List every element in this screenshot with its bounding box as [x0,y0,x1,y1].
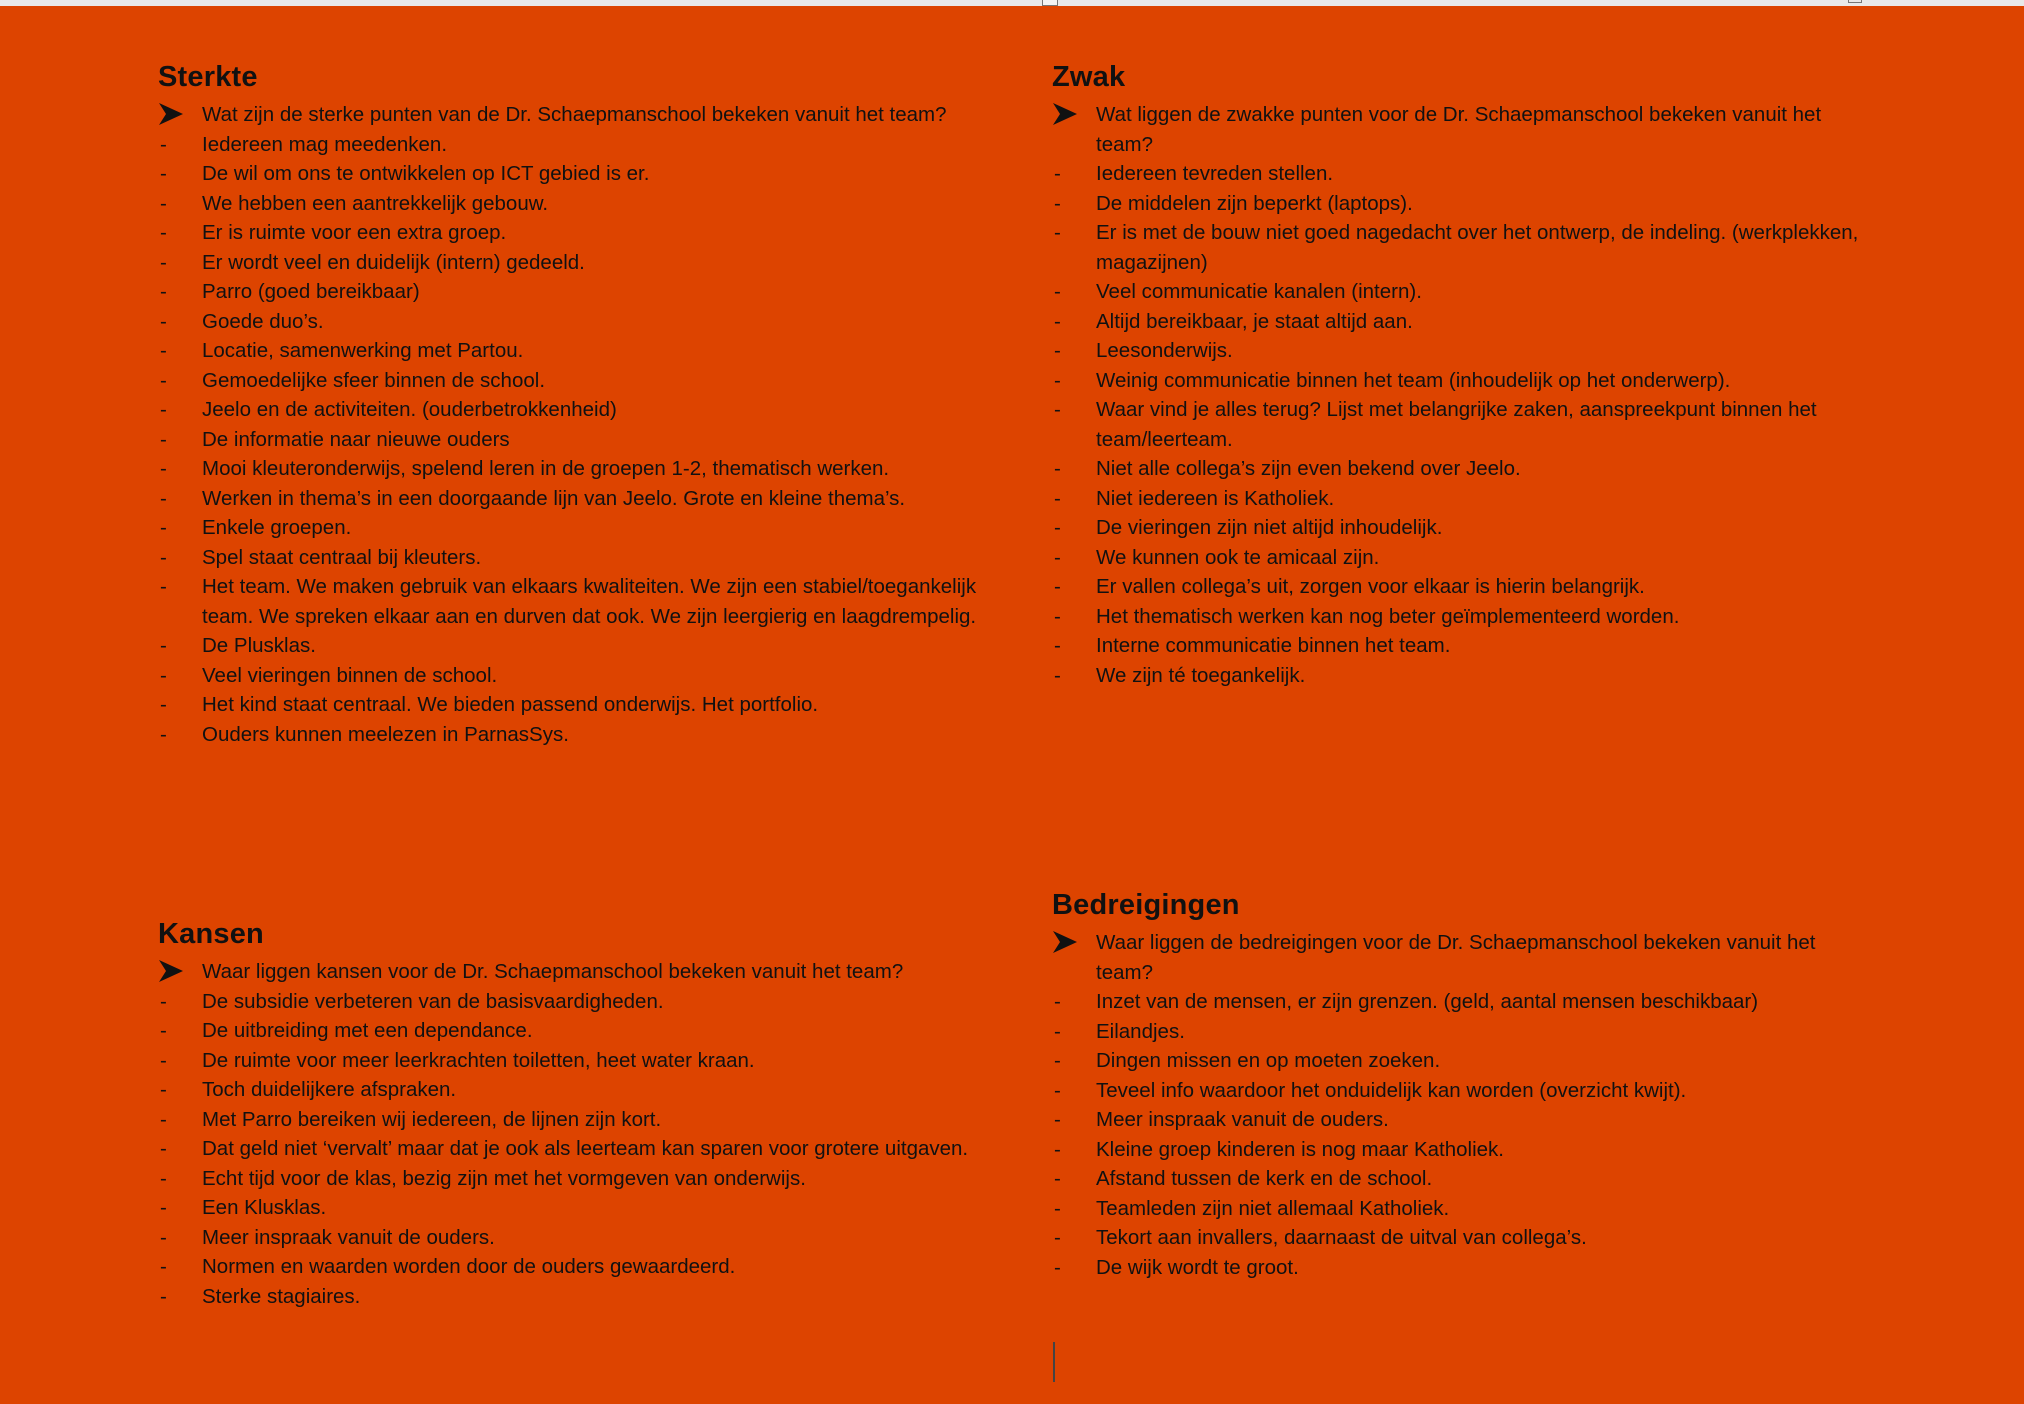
item-text: De middelen zijn beperkt (laptops). [1096,191,1413,215]
item-text: Kleine groep kinderen is nog maar Katholiek. [1096,1137,1504,1161]
dash-bullet: - [160,1107,167,1131]
list-item [1052,1046,1872,1076]
ruler-right-marker[interactable] [1848,0,1862,3]
dash-bullet: - [1054,398,1061,421]
item-text: Parro (goed bereikbaar) [202,280,420,303]
list-item [1052,277,1872,307]
item-list [1052,159,1872,690]
dash-bullet: - [160,1255,167,1278]
item-text: Sterke stagiaires. [202,1284,361,1308]
list-item [1052,631,1872,661]
item-text: Het team. We maken gebruik van elkaars kwaliteiten. We zijn een stabiel/toegankelijk team. We spreken elkaar aan en durven dat ook. We zijn leergierig en laagdrempelig. [202,575,977,628]
arrow-bullet-icon [158,959,184,983]
list-item [158,1164,978,1194]
item-text: De subsidie verbeteren van de basisvaardigheden. [202,989,664,1013]
list-item [1052,1253,1872,1283]
question-text: Wat liggen de zwakke punten voor de Dr. Schaepmanschool bekeken vanuit het team? [1096,103,1822,156]
item-text: Toch duidelijkere afspraken. [202,1078,457,1101]
list-item [1052,1076,1872,1106]
item-text: Er is met de bouw niet goed nagedacht over het ontwerp, de indeling. (werkplekken, magazijnen) [1096,221,1859,274]
list-item [158,1252,978,1282]
dash-bullet: - [1054,575,1061,598]
list-item [158,130,978,160]
list-item [1052,454,1872,484]
dash-bullet: - [1054,1167,1061,1190]
item-text: Jeelo en de activiteiten. (ouderbetrokkenheid) [202,398,617,421]
list-item [158,248,978,278]
item-text: We zijn té toegankelijk. [1096,663,1306,687]
list-item [158,1105,978,1135]
section-title: Zwak [1052,61,1126,93]
list-item [1052,572,1872,602]
dash-bullet: - [160,339,167,362]
text-cursor [1053,1342,1055,1382]
section-question [158,100,978,130]
dash-bullet: - [160,398,167,421]
dash-bullet: - [160,1166,167,1190]
item-text: Teamleden zijn niet allemaal Katholiek. [1096,1196,1450,1220]
dash-bullet: - [160,1284,167,1308]
dash-bullet: - [160,280,167,303]
item-text: Enkele groepen. [202,516,352,539]
list-item [1052,189,1872,219]
dash-bullet: - [1054,1019,1061,1043]
list-item [1052,1135,1872,1165]
section-bedreigingen [1052,886,1872,1282]
item-text: Eilandjes. [1096,1019,1185,1043]
section-question [158,957,978,987]
list-item [158,1016,978,1046]
list-item [1052,513,1872,543]
dash-bullet: - [1054,1049,1061,1072]
list-item [158,307,978,337]
dash-bullet: - [1054,457,1061,480]
ruler-bar [0,0,2024,6]
list-item [158,159,978,189]
item-text: De Plusklas. [202,634,316,657]
item-text: Meer inspraak vanuit de ouders. [202,1225,495,1249]
dash-bullet: - [160,132,167,156]
item-text: Veel communicatie kanalen (intern). [1096,280,1422,303]
item-text: Met Parro bereiken wij iedereen, de lijnen zijn kort. [202,1107,662,1131]
item-text: Een Klusklas. [202,1196,327,1219]
dash-bullet: - [160,989,167,1013]
item-text: Weinig communicatie binnen het team (inhoudelijk op het onderwerp). [1096,368,1731,392]
dash-bullet: - [160,1019,167,1042]
list-item [1052,602,1872,632]
dash-bullet: - [160,1048,167,1072]
item-text: De wijk wordt te groot. [1096,1255,1299,1279]
section-sterkte [158,58,978,749]
ruler-indent-marker[interactable] [1042,0,1058,6]
dash-bullet: - [1054,663,1061,687]
item-text: Dat geld niet ‘vervalt’ maar dat je ook als leerteam kan sparen voor grotere uitgaven. [202,1137,969,1160]
item-text: Er is ruimte voor een extra groep. [202,221,507,244]
item-list [158,130,978,750]
item-text: De wil om ons te ontwikkelen op ICT gebied is er. [202,162,650,185]
list-item [158,425,978,455]
dash-bullet: - [160,427,167,451]
list-item [1052,1164,1872,1194]
item-text: Iedereen mag meedenken. [202,132,448,156]
dash-bullet: - [160,457,167,480]
item-text: Mooi kleuteronderwijs, spelend leren in de groepen 1-2, thematisch werken. [202,457,890,480]
item-text: Normen en waarden worden door de ouders gewaardeerd. [202,1255,736,1278]
item-text: Tekort aan invallers, daarnaast de uitval van collega’s. [1096,1226,1587,1249]
list-item [158,395,978,425]
item-text: Teveel info waardoor het onduidelijk kan worden (overzicht kwijt). [1096,1078,1687,1102]
dash-bullet: - [160,634,167,657]
item-text: We kunnen ook te amicaal zijn. [1096,545,1380,569]
item-text: De ruimte voor meer leerkrachten toiletten, heet water kraan. [202,1048,755,1072]
list-item [158,366,978,396]
dash-bullet: - [160,191,167,215]
list-item [158,987,978,1017]
item-text: Inzet van de mensen, er zijn grenzen. (geld, aantal mensen beschikbaar) [1096,990,1759,1013]
question-text: Waar liggen kansen voor de Dr. Schaepmanschool bekeken vanuit het team? [202,960,904,983]
list-item [1052,1194,1872,1224]
list-item [1052,661,1872,691]
item-text: Spel staat centraal bij kleuters. [202,545,482,569]
dash-bullet: - [160,1137,167,1160]
dash-bullet: - [1054,339,1061,362]
dash-bullet: - [1054,516,1061,539]
section-kansen [158,915,978,1311]
item-list [1052,987,1872,1282]
list-item [1052,1223,1872,1253]
item-text: Werken in thema’s in een doorgaande lijn van Jeelo. Grote en kleine thema’s. [202,486,906,510]
item-text: Niet alle collega’s zijn even bekend over Jeelo. [1096,457,1521,480]
dash-bullet: - [1054,1226,1061,1249]
item-text: Leesonderwijs. [1096,339,1233,362]
item-text: Er wordt veel en duidelijk (intern) gedeeld. [202,250,585,274]
arrow-bullet-icon [1052,930,1078,954]
dash-bullet: - [160,221,167,244]
list-item [158,661,978,691]
dash-bullet: - [160,309,167,333]
dash-bullet: - [1054,280,1061,303]
dash-bullet: - [160,663,167,687]
list-item [158,484,978,514]
dash-bullet: - [160,693,167,716]
section-title: Bedreigingen [1052,889,1240,921]
dash-bullet: - [1054,368,1061,392]
dash-bullet: - [160,250,167,274]
list-item [158,218,978,248]
list-item [1052,395,1872,454]
list-item [158,572,978,631]
dash-bullet: - [1054,162,1061,185]
list-item [1052,543,1872,573]
item-text: Gemoedelijke sfeer binnen de school. [202,368,546,392]
dash-bullet: - [1054,545,1061,569]
list-item [158,1046,978,1076]
dash-bullet: - [1054,1137,1061,1161]
list-item [1052,307,1872,337]
list-item [158,1075,978,1105]
dash-bullet: - [160,545,167,569]
list-item [1052,336,1872,366]
list-item [158,189,978,219]
section-title: Kansen [158,918,264,950]
list-item [1052,987,1872,1017]
list-item [158,513,978,543]
list-item [1052,159,1872,189]
dash-bullet: - [160,1196,167,1219]
item-text: Afstand tussen de kerk en de school. [1096,1167,1433,1190]
item-text: Meer inspraak vanuit de ouders. [1096,1108,1389,1131]
list-item [158,336,978,366]
dash-bullet: - [1054,221,1061,244]
list-item [158,1282,978,1312]
dash-bullet: - [1054,1078,1061,1102]
item-text: Veel vieringen binnen de school. [202,663,498,687]
list-item [1052,1105,1872,1135]
item-text: We hebben een aantrekkelijk gebouw. [202,191,549,215]
dash-bullet: - [160,368,167,392]
item-text: Locatie, samenwerking met Partou. [202,339,524,362]
list-item [1052,1017,1872,1047]
dash-bullet: - [1054,990,1061,1013]
dash-bullet: - [1054,634,1061,657]
list-item [1052,366,1872,396]
item-text: Het thematisch werken kan nog beter geïmplementeerd worden. [1096,604,1680,628]
question-text: Wat zijn de sterke punten van de Dr. Schaepmanschool bekeken vanuit het team? [202,103,947,126]
list-item [158,277,978,307]
item-text: Goede duo’s. [202,309,324,333]
list-item [158,1134,978,1164]
question-text: Waar liggen de bedreigingen voor de Dr. Schaepmanschool bekeken vanuit het team? [1096,931,1816,984]
dash-bullet: - [160,486,167,510]
item-text: Echt tijd voor de klas, bezig zijn met het vormgeven van onderwijs. [202,1166,806,1190]
section-question [1052,100,1872,159]
dash-bullet: - [1054,1196,1061,1220]
list-item [158,631,978,661]
item-text: Niet iedereen is Katholiek. [1096,486,1335,510]
list-item [1052,484,1872,514]
list-item [158,690,978,720]
list-item [158,1223,978,1253]
dash-bullet: - [160,1078,167,1101]
item-text: Dingen missen en op moeten zoeken. [1096,1049,1441,1072]
dash-bullet: - [1054,309,1061,333]
arrow-bullet-icon [1052,102,1078,126]
list-item [158,543,978,573]
item-list [158,987,978,1312]
section-title: Sterkte [158,61,258,93]
section-question [1052,928,1872,987]
item-text: Iedereen tevreden stellen. [1096,162,1334,185]
item-text: De uitbreiding met een dependance. [202,1019,533,1042]
item-text: Interne communicatie binnen het team. [1096,634,1451,657]
item-text: Er vallen collega’s uit, zorgen voor elkaar is hierin belangrijk. [1096,575,1645,598]
section-zwak [1052,58,1872,690]
item-text: De vieringen zijn niet altijd inhoudelijk. [1096,516,1443,539]
item-text: Altijd bereikbaar, je staat altijd aan. [1096,309,1413,333]
list-item [1052,218,1872,277]
dash-bullet: - [1054,486,1061,510]
dash-bullet: - [160,516,167,539]
dash-bullet: - [160,575,167,598]
dash-bullet: - [1054,191,1061,215]
list-item [158,454,978,484]
item-text: Waar vind je alles terug? Lijst met belangrijke zaken, aanspreekpunt binnen het team/leerteam. [1096,398,1817,451]
item-text: Ouders kunnen meelezen in ParnasSys. [202,722,569,746]
arrow-bullet-icon [158,102,184,126]
dash-bullet: - [160,722,167,746]
dash-bullet: - [1054,1255,1061,1279]
list-item [158,1193,978,1223]
list-item [158,720,978,750]
dash-bullet: - [160,1225,167,1249]
dash-bullet: - [1054,1108,1061,1131]
dash-bullet: - [160,162,167,185]
dash-bullet: - [1054,604,1061,628]
item-text: De informatie naar nieuwe ouders [202,427,510,451]
item-text: Het kind staat centraal. We bieden passend onderwijs. Het portfolio. [202,693,819,716]
